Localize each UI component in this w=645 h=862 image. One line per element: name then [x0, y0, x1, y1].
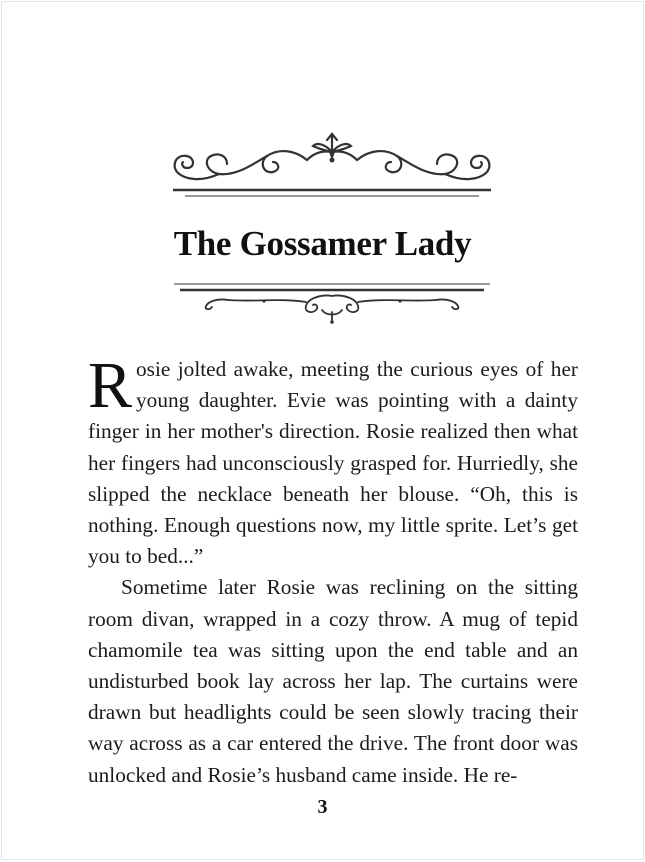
body-text [88, 349, 578, 791]
drop-cap-letter: R [88, 349, 133, 422]
page-number: 3 [317, 796, 328, 818]
chapter-title: The Gossamer Lady [173, 224, 472, 263]
paragraph-1 [88, 349, 578, 572]
paragraph-2: Sometime later Rosie was reclining on the sitting room divan, wrapped in a cozy throw. A mug of tepid chamomile tea was sitting upon the end table and an undisturbed book lay across her lap. The curtains were drawn but headlights could be seen slowly tracing their way across as a car entered the drive. The front door was unlocked and Rosie’s husband came inside. He re- [88, 575, 578, 787]
top-flourish-ornament [167, 130, 497, 200]
bottom-flourish-ornament [172, 280, 492, 324]
book-page [1, 1, 644, 860]
paragraph-1-text: osie jolted awake, meeting the curious eyes of her young daughter. Evie was pointing with a dainty finger in her mother's direction. Rosie realized then what her fingers had unconsciously grasped for. Hurriedly, she slipped the necklace beneath her blouse. “Oh, this is nothing. Enough questions now, my little sprite. Let’s get you to bed...” [88, 357, 578, 569]
